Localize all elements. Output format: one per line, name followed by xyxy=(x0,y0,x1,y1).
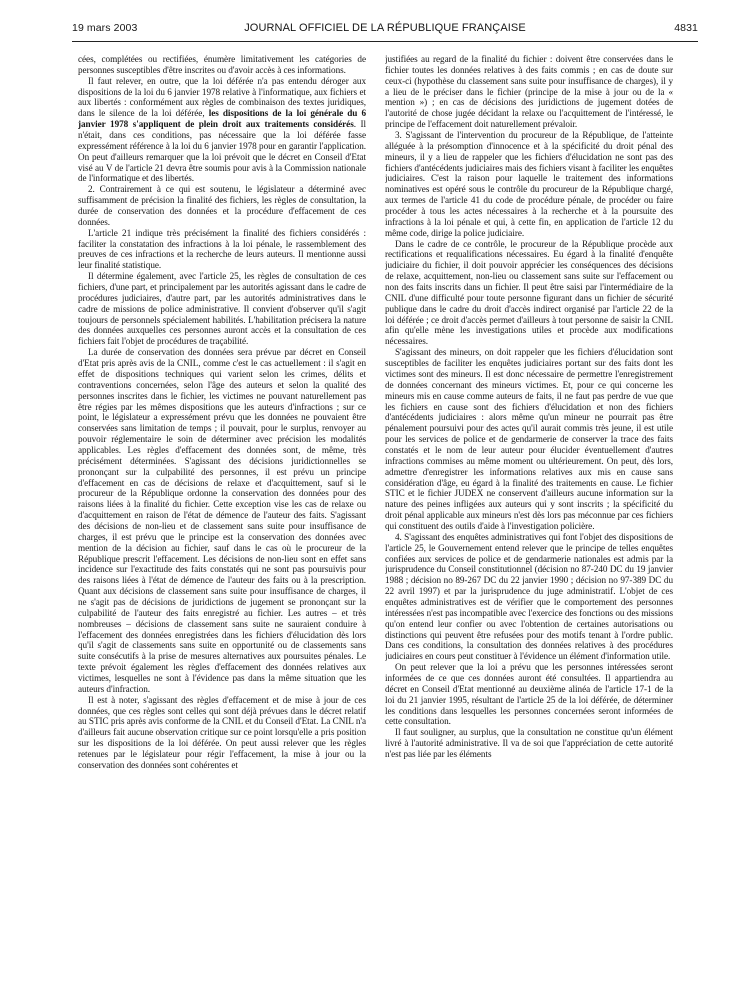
left-column xyxy=(78,54,366,980)
text-run: La durée de conservation des données sera prévue par décret en Conseil d'Etat pris après avis de la CNIL, comme c'est le cas actuellement : il s'agit en effet de dispositions techniques qui varient selon les crimes, délits et contraventions concernées, selon l'âge des auteurs et selon la qualité des personnes inscrites dans le fichier, les victimes ne pouvant naturellement pas être régies par les mêmes dispositions que les auteurs d'infractions ; sur ce point, le législateur a expressément prévu que les données ne pouvaient être conservées sans limitation de temps ; il pouvait, pour le surplus, renvoyer au pouvoir réglementaire le soin de déterminer avec précision les modalités applicables. Les règles d'effacement des données sont, de même, très précisément déterminées. S'agissant des décisions juridictionnelles se prononçant sur la culpabilité des personnes, il est prévu un principe d'effacement en cas de décisions de relaxe et d'acquittement, sauf si le procureur de la République ordonne la conservation des données pour des raisons liées à la finalité du fichier. Cette exception vise les cas de relaxe ou d'acquittement en raison de l'état de démence de l'auteur des faits. S'agissant des décisions de non-lieu et de classement sans suite pour insuffisance de charges, il est prévu que le principe est la conservation des données avec mention de la décision au fichier, sauf dans le cas où le procureur de la République prescrit l'effacement. Les décisions de non-lieu sont en effet sans incidence sur l'exactitude des faits constatés qui ne sont pas poursuivis pour des raisons liées à l'état de démence de l'auteur des faits ou à la prescription. Quant aux décisions de classement sans suite pour insuffisance de charges, il ne s'agit pas de décisions de juridictions de jugement se prononçant sur la culpabilité de l'auteur des faits enregistré au fichier. Les autres – et très nombreuses – décisions de classement sans suite ne sauraient conduire à l'effacement des données enregistrées dans les fichiers d'élucidation dès lors qu'il s'agit de classements sans suite en opportunité ou de classements sans suite consécutifs à la prise de mesures alternatives aux poursuites pénales. Le texte prévoit également les règles d'effacement des données relatives aux victimes, lesquelles ne sont à l'évidence pas dans la même situation que les auteurs d'infraction. xyxy=(78,347,366,694)
page-header xyxy=(72,16,698,46)
text-run: 4. S'agissant des enquêtes administratives qui font l'objet des dispositions de l'article 25, le Gouvernement entend relever que le principe de telles enquêtes confiées aux services de police et de gendarmerie nationales est admis par la jurisprudence du Conseil constitutionnel (décision no 87-240 DC du 19 janvier 1988 ; décision no 89-267 DC du 22 janvier 1990 ; décision no 97-389 DC du 22 avril 1997) et par la jurisprudence du juge administratif. L'objet de ces enquêtes administratives est de vérifier que le comportement des personnes intéressées n'est pas incompatible avec l'exercice des fonctions ou des missions qu'on entend leur confier ou avec l'obtention de certaines autorisations ou distinctions qui peuvent être refusées pour des motifs tenant à l'ordre public. Dans ces conditions, la consultation des données relatives à des procédures judiciaires en cours peut constituer à l'évidence un élément d'information utile. xyxy=(385,531,673,662)
text-run: cées, complétées ou rectifiées, énumère limitativement les catégories de personnes susceptibles d'être inscrites ou d'avoir accès à ces informations. xyxy=(78,54,366,75)
text-run: 2. Contrairement à ce qui est soutenu, le législateur a déterminé avec suffisamment de précision la finalité des fichiers, les règles de consultation, la durée de conservation des données et la procédure d'effacement de ces données. xyxy=(78,184,366,227)
page-number: 4831 xyxy=(674,22,698,34)
text-run: Il faut relever, en outre, que la loi déférée n'a pas entendu déroger aux dispositions de la loi du 6 janvier 1978 relative à l'informatique, aux fichiers et aux libertés : conformément aux règles de combinaison des textes juridiques, dans le silence de la loi déférée, xyxy=(78,75,366,119)
text-run: On peut relever que la loi a prévu que les personnes intéressées seront informées de ce que ces données auront été consultées. Il appartiendra au décret en Conseil d'Etat mentionné au deuxième alinéa de l'article 17-1 de la loi du 21 janvier 1995, résultant de l'article 25 de la loi déférée, de déterminer les conditions dans lesquelles les personnes concernées seront informées de cette consultation. xyxy=(385,662,673,727)
text-run: Il détermine également, avec l'article 25, les règles de consultation de ces fichiers, d'une part, et principalement par les autorités agissant dans le cadre de procédures judiciaires, d'autre part, par les autorités administratives dans le cadre de missions de police administrative. Il convient d'observer qu'il s'agit toujours de personnels spécialement habilités. L'habilitation précisera la nature des données auxquelles ces personnes auront accès et la consultation de ces fichiers fait l'objet de procédures de traçabilité. xyxy=(78,271,366,347)
paragraph xyxy=(385,532,673,662)
paragraph xyxy=(78,271,366,347)
paragraph xyxy=(385,727,673,760)
bold-text: les dispositions de la loi générale du 6 janvier 1978 s'appliquent de plein droit aux traitements considérés xyxy=(78,108,366,130)
text-run: L'article 21 indique très précisément la finalité des fichiers considérés : faciliter la constatation des infractions à la loi pénale, le rassemblement des preuves de ces infractions et la recherche de leurs auteurs. Il mentionne aussi leur finalité statistique. xyxy=(78,227,366,271)
header-rule xyxy=(72,41,698,42)
paragraph xyxy=(78,54,366,76)
text-run: 3. S'agissant de l'intervention du procureur de la République, de l'atteinte alléguée à la présomption d'innocence et à la spécificité du droit pénal des mineurs, il y a lieu de rappeler que les fichiers d'élucidation ne sont pas des fichiers d'antécédents judiciaires mais des fichiers visant à faciliter les enquêtes judiciaires. C'est la raison pour laquelle le traitement des informations nominatives est opéré sous le contrôle du procureur de la République chargé, aux termes de l'article 41 du code de procédure pénale, de procéder ou faire procéder à tous les actes nécessaires à la recherche et à la poursuite des infractions à la loi pénale et qui, à cette fin, en application de l'article 12 du même code, dirige la police judiciaire. xyxy=(385,130,673,238)
text-run: Il faut souligner, au surplus, que la consultation ne constitue qu'un élément livré à l'autorité administrative. Il va de soi que l'appréciation de cette autorité n'est pas liée par les éléments xyxy=(385,727,673,759)
paragraph xyxy=(78,184,366,227)
paragraph xyxy=(385,662,673,727)
paragraph xyxy=(385,239,673,348)
paragraph xyxy=(385,54,673,130)
text-run: justifiées au regard de la finalité du fichier : doivent être conservées dans le fichier toutes les données relatives à des faits commis ; en cas de doute sur ceux-ci (hypothèse du classement sans suite pour insuffisance de charges), il y a lieu de le préciser dans le fichier (principe de la mise à jour ou de la « mention ») ; en cas de décisions des juridictions de jugement dotées de l'autorité de chose jugée décidant la relaxe ou l'acquittement de l'intéressé, le principe de l'effacement doit naturellement prévaloir. xyxy=(385,54,673,130)
right-column xyxy=(385,54,673,980)
text-run: Il est à noter, s'agissant des règles d'effacement et de mise à jour de ces données, que ces règles sont celles qui sont déjà prévues dans le décret relatif au STIC pris après avis conforme de la CNIL et du Conseil d'Etat. La CNIL n'a d'ailleurs fait aucune observation critique sur ce point lorsqu'elle a pris position sur les dispositions de la loi déférée. On peut aussi relever que les règles retenues par le législateur pour régir l'effacement, la mise à jour ou la conservation des données sont cohérentes et xyxy=(78,694,366,770)
text-run: . Il n'était, dans ces conditions, pas nécessaire que la loi déférée fasse expressément référence à la loi du 6 janvier 1978 pour en garantir l'application. On peut d'ailleurs remarquer que la loi prévoit que le décret en Conseil d'Etat visé au V de l'article 21 devra être soumis pour avis à la Commission nationale de l'informatique et des libertés. xyxy=(78,119,366,184)
text-run: Dans le cadre de ce contrôle, le procureur de la République procède aux rectifications et requalifications nécessaires. Eu égard à la finalité d'enquête judiciaire du fichier, il doit pouvoir apprécier les conséquences des décisions de relaxe, acquittement, non-lieu ou classement sans suite sur l'effacement ou non des faits inscrits dans un fichier. Il peut être saisi par l'intermédiaire de la CNIL d'une difficulté pour toute personne figurant dans un fichier de sécurité publique dans le cadre du droit d'accès indirect organisé par l'article 22 de la loi déférée ; ce droit d'accès permet d'ailleurs à tout personne de saisir la CNIL afin qu'elle mène les investigations utiles et procède aux modifications nécessaires. xyxy=(385,238,673,347)
header-date: 19 mars 2003 xyxy=(72,22,138,34)
paragraph xyxy=(385,347,673,532)
paragraph xyxy=(78,76,366,185)
paragraph xyxy=(78,228,366,271)
paragraph xyxy=(385,130,673,239)
paragraph xyxy=(78,695,366,771)
journal-title: JOURNAL OFFICIEL DE LA RÉPUBLIQUE FRANÇAISE xyxy=(244,22,526,34)
text-run: S'agissant des mineurs, on doit rappeler que les fichiers d'élucidation sont susceptibles de faciliter les enquêtes judiciaires portant sur des faits dont les victimes sont des mineurs. Il est donc nécessaire de permettre l'enregistrement de données concernant des mineurs victimes. Et, pour ce qui concerne les mineurs mis en cause comme auteurs de faits, il ne faut pas perdre de vue que les fichiers en cause sont des fichiers d'élucidation et non des fichiers d'antécédents judiciaires : alors même qu'un mineur ne pourrait pas être pénalement poursuivi pour des actes qu'il aurait commis très jeune, il est utile pour les services de police et de gendarmerie de conserver la trace des faits constatés et le nom de leur auteur pour élucider éventuellement d'autres infractions commises au même moment ou ultérieurement. On peut, dès lors, admettre d'enregistrer les informations relatives aux mis en cause sans considération d'âge, eu égard à la finalité des traitements en cause. Le fichier STIC et le fichier JUDEX ne conservent d'ailleurs aucune information sur la nature des peines infligées aux auteurs qui y sont inscrits ; la spécificité du droit pénal applicable aux mineurs n'est dès lors pas méconnue par ces fichiers qui constituent des outils d'aide à l'investigation policière. xyxy=(385,347,673,531)
paragraph xyxy=(78,347,366,695)
